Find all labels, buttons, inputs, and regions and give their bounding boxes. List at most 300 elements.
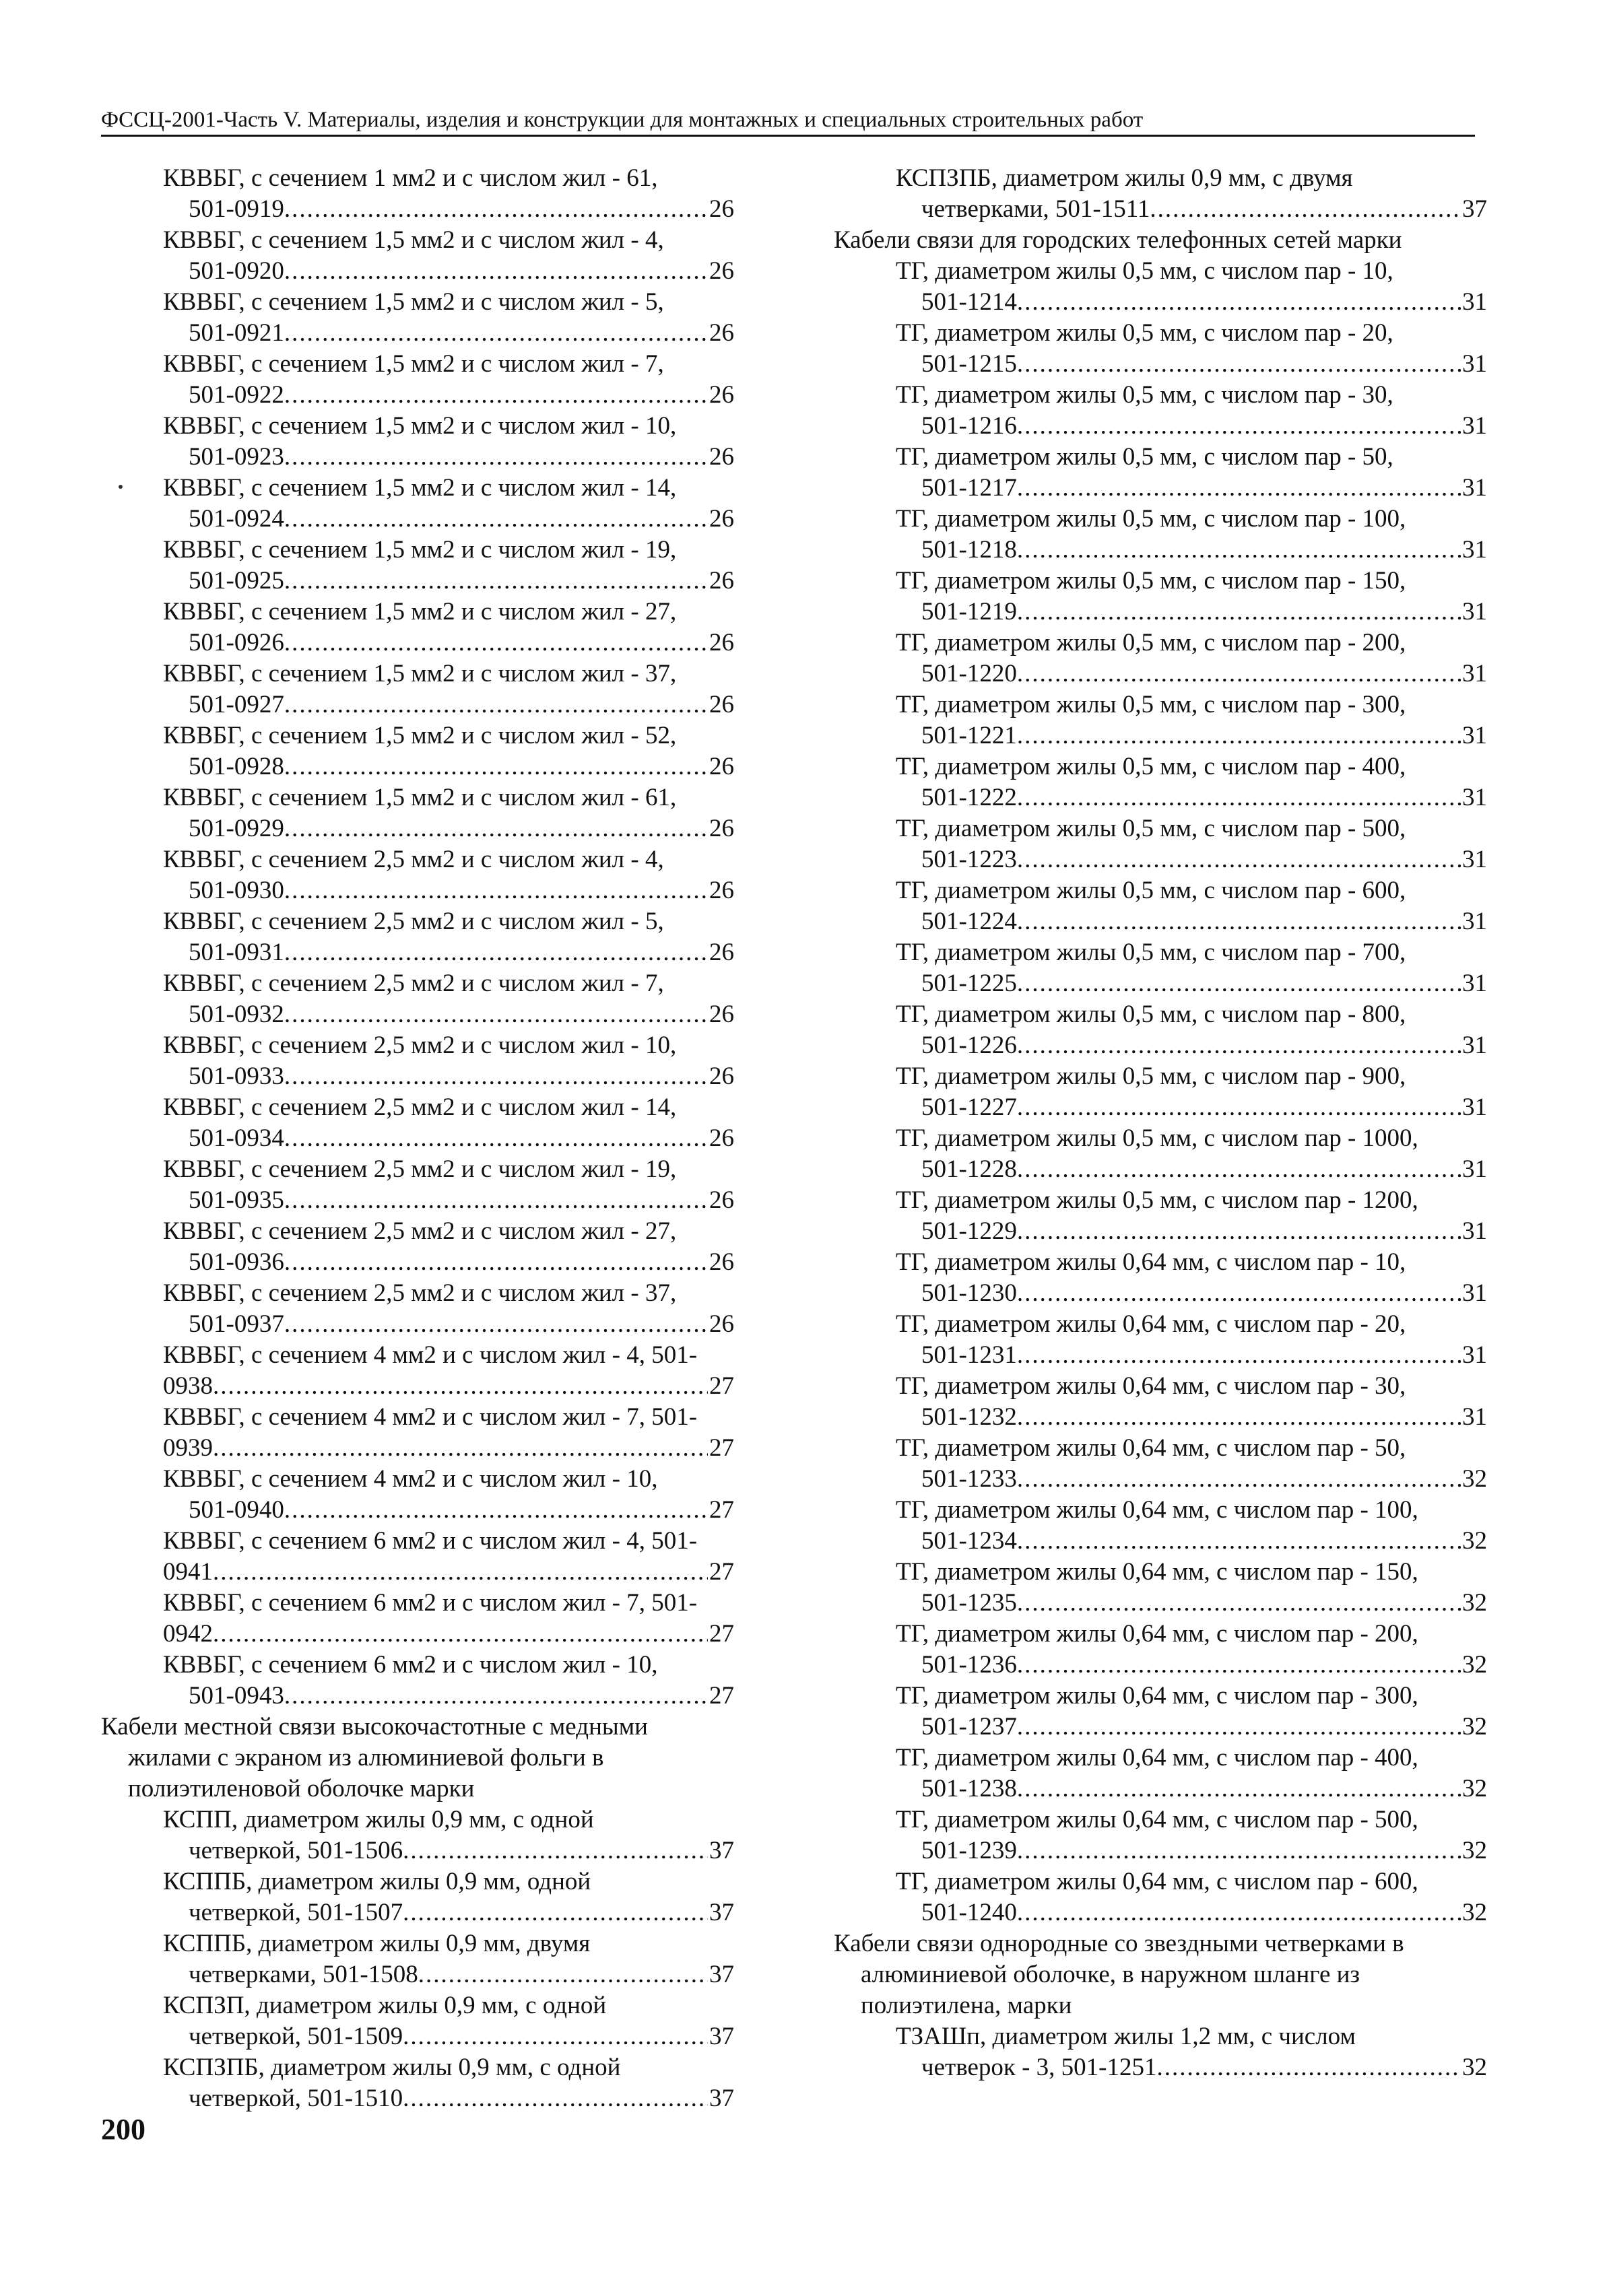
dot-leader xyxy=(284,256,708,287)
index-entry-code xyxy=(834,1216,1487,1247)
entry-text: 501-1224 xyxy=(921,908,1017,935)
dot-leader xyxy=(284,566,708,597)
entry-page: 32 xyxy=(1462,2054,1487,2081)
index-entry-title: КСПЗП, диаметром жилы 0,9 мм, с одной xyxy=(163,1992,607,2019)
entry-page: 27 xyxy=(709,1620,734,1648)
index-entry-title: КВВБГ, с сечением 1,5 мм2 и с числом жил - 37, xyxy=(163,660,677,687)
dot-leader xyxy=(213,1371,708,1402)
index-entry-code xyxy=(101,2083,734,2114)
index-entry-code xyxy=(834,287,1487,318)
dot-leader xyxy=(284,628,708,659)
dot-leader xyxy=(1017,535,1461,566)
dot-leader xyxy=(1017,597,1461,628)
dot-leader xyxy=(284,1247,708,1278)
dot-leader xyxy=(284,1123,708,1154)
entry-text: 501-1217 xyxy=(921,474,1017,502)
entry-text: 501-1223 xyxy=(921,846,1017,873)
index-entry-title: КВВБГ, с сечением 1,5 мм2 и с числом жил - 61, xyxy=(163,784,677,811)
index-entry-title: КВВБГ, с сечением 1,5 мм2 и с числом жил - 19, xyxy=(163,536,677,564)
index-entry-title: ТГ, диаметром жилы 0,64 мм, с числом пар - 300, xyxy=(896,1682,1418,1710)
entry-text: четверкой, 501-1509 xyxy=(189,2023,403,2050)
dot-leader xyxy=(284,689,708,720)
index-entry-code xyxy=(101,2021,734,2052)
entry-text: 501-1231 xyxy=(921,1341,1017,1369)
dot-leader xyxy=(1017,844,1461,875)
dot-leader xyxy=(284,194,708,225)
index-entry-code xyxy=(101,566,734,597)
entry-page: 31 xyxy=(1462,970,1487,997)
index-entry-title: ТГ, диаметром жилы 0,5 мм, с числом пар - 400, xyxy=(896,753,1406,780)
index-entry-title: ТГ, диаметром жилы 0,64 мм, с числом пар - 10, xyxy=(896,1248,1406,1276)
index-entry-title: ТГ, диаметром жилы 0,64 мм, с числом пар - 500, xyxy=(896,1806,1418,1833)
entry-text: 501-0921 xyxy=(189,319,284,347)
dot-leader xyxy=(1150,194,1461,225)
entry-page: 31 xyxy=(1462,1032,1487,1059)
index-entry-code xyxy=(834,411,1487,442)
index-entry-title: КВВБГ, с сечением 1,5 мм2 и с числом жил - 5, xyxy=(163,288,664,316)
index-entry-code xyxy=(101,194,734,225)
index-entry-title: ТГ, диаметром жилы 0,64 мм, с числом пар - 200, xyxy=(896,1620,1418,1648)
entry-page: 27 xyxy=(709,1372,734,1400)
index-section-heading: Кабели связи для городских телефонных сетей марки xyxy=(834,226,1402,254)
entry-page: 26 xyxy=(709,1310,734,1338)
index-entry-title: КВВБГ, с сечением 2,5 мм2 и с числом жил - 27, xyxy=(163,1217,677,1245)
index-entry-title: КСПЗПБ, диаметром жилы 0,9 мм, с двумя xyxy=(896,164,1353,192)
index-entry-code xyxy=(101,937,734,968)
entry-text: 501-0936 xyxy=(189,1248,284,1276)
entry-page: 37 xyxy=(709,1899,734,1926)
entry-text: 501-1219 xyxy=(921,598,1017,626)
index-entry-code xyxy=(101,999,734,1030)
entry-page: 26 xyxy=(709,815,734,842)
index-entry-code xyxy=(101,1371,734,1402)
index-entry-code xyxy=(834,844,1487,875)
dot-leader xyxy=(284,1061,708,1092)
index-entry-title: ТГ, диаметром жилы 0,5 мм, с числом пар - 900, xyxy=(896,1062,1406,1090)
index-entry-code xyxy=(101,1123,734,1154)
entry-text: 501-0920 xyxy=(189,257,284,285)
index-section-heading: полиэтилена, марки xyxy=(861,1992,1072,2019)
entry-text: 501-1214 xyxy=(921,288,1017,316)
dot-leader xyxy=(1017,1030,1461,1061)
entry-text: 501-1228 xyxy=(921,1155,1017,1183)
index-entry-code xyxy=(834,2052,1487,2083)
index-entry-title: КВВБГ, с сечением 2,5 мм2 и с числом жил - 37, xyxy=(163,1279,677,1307)
dot-leader xyxy=(284,813,708,844)
index-entry-code xyxy=(834,1402,1487,1433)
entry-text: 501-0922 xyxy=(189,381,284,409)
index-entry-title: КВВБГ, с сечением 1,5 мм2 и с числом жил - 52, xyxy=(163,722,677,749)
dot-leader xyxy=(1017,1402,1461,1433)
index-entry-title: ТГ, диаметром жилы 0,64 мм, с числом пар - 100, xyxy=(896,1496,1418,1524)
entry-page: 26 xyxy=(709,877,734,904)
entry-text: 501-1236 xyxy=(921,1651,1017,1679)
dot-leader xyxy=(1017,287,1461,318)
dot-leader xyxy=(1017,1712,1461,1743)
dot-leader xyxy=(284,380,708,411)
index-entry-title: КВВБГ, с сечением 1,5 мм2 и с числом жил - 14, xyxy=(163,474,677,502)
index-entry-title: ТГ, диаметром жилы 0,64 мм, с числом пар - 50, xyxy=(896,1434,1406,1462)
index-entry-code xyxy=(101,380,734,411)
entry-text: 501-1232 xyxy=(921,1403,1017,1431)
entry-page: 26 xyxy=(709,1186,734,1214)
index-entry-title: КВВБГ, с сечением 4 мм2 и с числом жил - 10, xyxy=(163,1465,658,1493)
entry-text: 0941 xyxy=(163,1558,213,1586)
index-entry-code xyxy=(101,813,734,844)
entry-text: 501-1229 xyxy=(921,1217,1017,1245)
entry-page: 31 xyxy=(1462,598,1487,626)
entry-page: 31 xyxy=(1462,1155,1487,1183)
index-entry-code xyxy=(834,906,1487,937)
index-entry-title: ТГ, диаметром жилы 0,5 мм, с числом пар - 800, xyxy=(896,1001,1406,1028)
index-entry-title: ТГ, диаметром жилы 0,5 мм, с числом пар - 1200, xyxy=(896,1186,1418,1214)
entry-text: 501-1230 xyxy=(921,1279,1017,1307)
index-entry-title: КВВБГ, с сечением 2,5 мм2 и с числом жил - 5, xyxy=(163,908,664,935)
dot-leader xyxy=(418,1959,708,1990)
index-entry-code xyxy=(101,689,734,720)
index-entry-code xyxy=(101,504,734,535)
entry-page: 31 xyxy=(1462,846,1487,873)
index-entry-title: КСППБ, диаметром жилы 0,9 мм, одной xyxy=(163,1868,591,1895)
index-entry-title: КВВБГ, с сечением 6 мм2 и с числом жил - 4, 501- xyxy=(163,1527,698,1555)
entry-text: 501-1239 xyxy=(921,1837,1017,1864)
index-entry-code xyxy=(101,442,734,473)
entry-page: 26 xyxy=(709,1124,734,1152)
entry-page: 31 xyxy=(1462,722,1487,749)
dot-leader xyxy=(284,318,708,349)
entry-text: 501-0932 xyxy=(189,1001,284,1028)
entry-text: 501-0931 xyxy=(189,939,284,966)
entry-text: 501-1218 xyxy=(921,536,1017,564)
index-entry-code xyxy=(834,194,1487,225)
index-entry-code xyxy=(101,1897,734,1928)
index-entry-title: ТГ, диаметром жилы 0,5 мм, с числом пар - 10, xyxy=(896,257,1393,285)
index-entry-title: КВВБГ, с сечением 6 мм2 и с числом жил - 7, 501- xyxy=(163,1589,698,1617)
entry-page: 31 xyxy=(1462,1217,1487,1245)
entry-page: 32 xyxy=(1462,1589,1487,1617)
entry-page: 31 xyxy=(1462,350,1487,378)
entry-page: 37 xyxy=(709,2023,734,2050)
entry-text: 501-0933 xyxy=(189,1062,284,1090)
index-entry-code xyxy=(101,1433,734,1464)
index-entry-code xyxy=(101,1959,734,1990)
dot-leader xyxy=(213,1619,708,1650)
dot-leader xyxy=(1017,1464,1461,1495)
entry-page: 32 xyxy=(1462,1837,1487,1864)
dot-leader xyxy=(1017,1835,1461,1866)
index-entry-title: ТГ, диаметром жилы 0,64 мм, с числом пар - 600, xyxy=(896,1868,1418,1895)
index-entry-code xyxy=(834,1897,1487,1928)
entry-text: 501-0923 xyxy=(189,443,284,471)
index-entry-code xyxy=(101,1495,734,1526)
dot-leader xyxy=(213,1433,708,1464)
entry-text: четверкой, 501-1506 xyxy=(189,1837,403,1864)
index-entry-title: КВВБГ, с сечением 4 мм2 и с числом жил - 4, 501- xyxy=(163,1341,698,1369)
entry-page: 31 xyxy=(1462,412,1487,440)
index-entry-code xyxy=(101,1619,734,1650)
entry-page: 26 xyxy=(709,505,734,533)
index-entry-code xyxy=(834,1774,1487,1804)
index-entry-code xyxy=(101,1185,734,1216)
index-entry-code xyxy=(834,1650,1487,1681)
entry-text: четверкой, 501-1507 xyxy=(189,1899,403,1926)
index-entry-code xyxy=(834,349,1487,380)
entry-page: 31 xyxy=(1462,1341,1487,1369)
index-entry-code xyxy=(101,256,734,287)
index-entry-code xyxy=(834,782,1487,813)
index-entry-title: полиэтиленовой оболочке марки xyxy=(128,1775,475,1802)
dot-leader xyxy=(403,2083,708,2114)
index-entry-title: ТГ, диаметром жилы 0,5 мм, с числом пар - 20, xyxy=(896,319,1393,347)
dot-leader xyxy=(213,1557,708,1588)
entry-text: 501-0927 xyxy=(189,691,284,718)
index-entry-title: ТГ, диаметром жилы 0,5 мм, с числом пар - 300, xyxy=(896,691,1406,718)
dot-leader xyxy=(284,1185,708,1216)
entry-page: 26 xyxy=(709,567,734,595)
index-entry-title: ТГ, диаметром жилы 0,5 мм, с числом пар - 100, xyxy=(896,505,1406,533)
entry-page: 26 xyxy=(709,257,734,285)
entry-page: 32 xyxy=(1462,1775,1487,1802)
index-entry-title: КСПЗПБ, диаметром жилы 0,9 мм, с одной xyxy=(163,2054,621,2081)
entry-text: 501-0940 xyxy=(189,1496,284,1524)
entry-text: 501-0919 xyxy=(189,195,284,223)
entry-text: 501-1221 xyxy=(921,722,1017,749)
index-entry-code xyxy=(834,1588,1487,1619)
entry-page: 31 xyxy=(1462,784,1487,811)
page-number: 200 xyxy=(101,2113,145,2146)
index-entry-code xyxy=(834,1526,1487,1557)
index-entry-title: ТГ, диаметром жилы 0,5 мм, с числом пар - 1000, xyxy=(896,1124,1418,1152)
index-entry-title: ТГ, диаметром жилы 0,64 мм, с числом пар - 150, xyxy=(896,1558,1418,1586)
index-entry-title: КСППБ, диаметром жилы 0,9 мм, двумя xyxy=(163,1930,591,1957)
entry-page: 32 xyxy=(1462,1651,1487,1679)
entry-page: 31 xyxy=(1462,1279,1487,1307)
dot-leader xyxy=(1017,782,1461,813)
dot-leader xyxy=(1017,659,1461,689)
entry-text: 501-1216 xyxy=(921,412,1017,440)
entry-text: 501-0929 xyxy=(189,815,284,842)
index-entry-code xyxy=(834,1278,1487,1309)
entry-page: 37 xyxy=(709,2085,734,2112)
index-entry-code xyxy=(101,1061,734,1092)
dot-leader xyxy=(284,751,708,782)
entry-page: 26 xyxy=(709,939,734,966)
index-entry-title: ТГ, диаметром жилы 0,5 мм, с числом пар - 50, xyxy=(896,443,1393,471)
entry-page: 32 xyxy=(1462,1465,1487,1493)
entry-page: 26 xyxy=(709,381,734,409)
entry-text: четверкой, 501-1510 xyxy=(189,2085,403,2112)
index-column-left xyxy=(101,163,734,2114)
index-column-right xyxy=(834,163,1487,2083)
dot-leader xyxy=(1017,1650,1461,1681)
entry-page: 37 xyxy=(709,1837,734,1864)
index-entry-title: КСПП, диаметром жилы 0,9 мм, с одной xyxy=(163,1806,594,1833)
index-entry-title: КВВБГ, с сечением 2,5 мм2 и с числом жил - 14, xyxy=(163,1093,677,1121)
entry-page: 32 xyxy=(1462,1527,1487,1555)
index-entry-title: ТГ, диаметром жилы 0,5 мм, с числом пар - 500, xyxy=(896,815,1406,842)
dot-leader xyxy=(1017,411,1461,442)
dot-leader xyxy=(1017,1588,1461,1619)
index-entry-title: ТГ, диаметром жилы 0,64 мм, с числом пар - 400, xyxy=(896,1744,1418,1771)
dot-leader xyxy=(1017,1526,1461,1557)
entry-page: 31 xyxy=(1462,1403,1487,1431)
dot-leader xyxy=(1017,720,1461,751)
index-entry-title: жилами с экраном из алюминиевой фольги в xyxy=(128,1744,604,1771)
entry-page: 26 xyxy=(709,1062,734,1090)
dot-leader xyxy=(403,2021,708,2052)
entry-page: 32 xyxy=(1462,1713,1487,1741)
index-entry-code xyxy=(834,659,1487,689)
dot-leader xyxy=(284,442,708,473)
dot-leader xyxy=(1017,1774,1461,1804)
entry-page: 37 xyxy=(709,1961,734,1988)
dot-leader xyxy=(1017,1092,1461,1123)
entry-page: 31 xyxy=(1462,908,1487,935)
entry-page: 26 xyxy=(709,753,734,780)
dot-leader xyxy=(1017,1216,1461,1247)
entry-text: 501-1234 xyxy=(921,1527,1017,1555)
entry-text: 501-1225 xyxy=(921,970,1017,997)
dot-leader xyxy=(284,504,708,535)
index-entry-title: КВВБГ, с сечением 1,5 мм2 и с числом жил - 7, xyxy=(163,350,664,378)
dot-leader xyxy=(1017,968,1461,999)
index-entry-code xyxy=(834,968,1487,999)
index-entry-code xyxy=(834,1154,1487,1185)
index-entry-code xyxy=(834,1712,1487,1743)
index-entry-title: ТГ, диаметром жилы 0,5 мм, с числом пар - 150, xyxy=(896,567,1406,595)
index-entry-code xyxy=(834,720,1487,751)
entry-page: 27 xyxy=(709,1496,734,1524)
dot-leader xyxy=(1017,906,1461,937)
index-entry-title: ТЗАШп, диаметром жилы 1,2 мм, с числом xyxy=(896,2023,1356,2050)
index-entry-title: КВВБГ, с сечением 1,5 мм2 и с числом жил - 10, xyxy=(163,412,677,440)
index-section-heading: Кабели связи однородные со звездными четверками в xyxy=(834,1930,1404,1957)
entry-text: 501-1238 xyxy=(921,1775,1017,1802)
running-header: ФССЦ-2001-Часть V. Материалы, изделия и конструкции для монтажных и специальных строительных работ xyxy=(101,106,1475,137)
entry-text: 501-0925 xyxy=(189,567,284,595)
index-entry-title: ТГ, диаметром жилы 0,5 мм, с числом пар - 200, xyxy=(896,629,1406,656)
index-entry-title: КВВБГ, с сечением 2,5 мм2 и с числом жил - 19, xyxy=(163,1155,677,1183)
entry-text: 501-1227 xyxy=(921,1093,1017,1121)
index-section-heading: Кабели местной связи высокочастотные с медными xyxy=(101,1713,648,1741)
entry-text: 501-0926 xyxy=(189,629,284,656)
entry-page: 26 xyxy=(709,1001,734,1028)
entry-text: 501-0937 xyxy=(189,1310,284,1338)
dot-leader xyxy=(1017,1154,1461,1185)
dot-leader xyxy=(284,999,708,1030)
index-entry-code xyxy=(101,1557,734,1588)
index-entry-code xyxy=(834,535,1487,566)
entry-page: 31 xyxy=(1462,1093,1487,1121)
entry-text: 501-0934 xyxy=(189,1124,284,1152)
entry-text: 501-0935 xyxy=(189,1186,284,1214)
entry-page: 27 xyxy=(709,1682,734,1710)
entry-page: 26 xyxy=(709,691,734,718)
dot-leader xyxy=(284,1309,708,1340)
index-entry-title: КВВБГ, с сечением 6 мм2 и с числом жил - 10, xyxy=(163,1651,658,1679)
dot-leader xyxy=(1017,473,1461,504)
entry-page: 32 xyxy=(1462,1899,1487,1926)
index-entry-title: ТГ, диаметром жилы 0,64 мм, с числом пар - 30, xyxy=(896,1372,1406,1400)
entry-page: 31 xyxy=(1462,536,1487,564)
entry-page: 27 xyxy=(709,1558,734,1586)
entry-page: 26 xyxy=(709,195,734,223)
dot-leader xyxy=(403,1897,708,1928)
dot-leader xyxy=(284,1681,708,1712)
index-entry-title: КВВБГ, с сечением 1,5 мм2 и с числом жил - 27, xyxy=(163,598,677,626)
dot-leader xyxy=(1017,349,1461,380)
index-entry-title: ТГ, диаметром жилы 0,64 мм, с числом пар - 20, xyxy=(896,1310,1406,1338)
index-entry-code xyxy=(101,1309,734,1340)
index-entry-code xyxy=(101,1835,734,1866)
index-entry-code xyxy=(101,1681,734,1712)
dot-leader xyxy=(284,937,708,968)
entry-page: 26 xyxy=(709,1248,734,1276)
index-entry-code xyxy=(834,1464,1487,1495)
entry-text: 501-0943 xyxy=(189,1682,284,1710)
entry-text: четверок - 3, 501-1251 xyxy=(921,2054,1157,2081)
index-entry-title: КВВБГ, с сечением 4 мм2 и с числом жил - 7, 501- xyxy=(163,1403,698,1431)
entry-page: 26 xyxy=(709,629,734,656)
index-entry-title: ТГ, диаметром жилы 0,5 мм, с числом пар - 700, xyxy=(896,939,1406,966)
index-entry-code xyxy=(834,1030,1487,1061)
dot-leader xyxy=(1157,2052,1461,2083)
entry-text: четверками, 501-1511 xyxy=(921,195,1150,223)
entry-text: 501-1222 xyxy=(921,784,1017,811)
entry-page: 26 xyxy=(709,319,734,347)
index-entry-title: КВВБГ, с сечением 2,5 мм2 и с числом жил - 10, xyxy=(163,1032,677,1059)
dot-leader xyxy=(403,1835,708,1866)
dot-leader xyxy=(284,875,708,906)
index-entry-code xyxy=(834,1092,1487,1123)
entry-page: 31 xyxy=(1462,288,1487,316)
entry-text: 501-1215 xyxy=(921,350,1017,378)
entry-text: 501-1240 xyxy=(921,1899,1017,1926)
dot-leader xyxy=(1017,1897,1461,1928)
entry-text: 501-0930 xyxy=(189,877,284,904)
entry-page: 31 xyxy=(1462,660,1487,687)
index-entry-code xyxy=(101,318,734,349)
entry-text: 501-1235 xyxy=(921,1589,1017,1617)
entry-page: 27 xyxy=(709,1434,734,1462)
dot-leader xyxy=(1017,1278,1461,1309)
index-entry-code xyxy=(101,875,734,906)
index-entry-code xyxy=(834,1340,1487,1371)
index-entry-code xyxy=(101,751,734,782)
entry-page: 26 xyxy=(709,443,734,471)
dot-leader xyxy=(1017,1340,1461,1371)
index-entry-title: КВВБГ, с сечением 1 мм2 и с числом жил - 61, xyxy=(163,164,658,192)
index-entry-code xyxy=(834,597,1487,628)
entry-text: 501-0924 xyxy=(189,505,284,533)
entry-text: 0939 xyxy=(163,1434,213,1462)
index-entry-title: КВВБГ, с сечением 2,5 мм2 и с числом жил - 7, xyxy=(163,970,664,997)
entry-text: 0942 xyxy=(163,1620,213,1648)
index-entry-code xyxy=(834,473,1487,504)
dot-leader xyxy=(284,1495,708,1526)
index-entry-code xyxy=(834,1835,1487,1866)
entry-text: 0938 xyxy=(163,1372,213,1400)
entry-text: 501-1226 xyxy=(921,1032,1017,1059)
index-entry-code xyxy=(101,1247,734,1278)
entry-text: 501-1220 xyxy=(921,660,1017,687)
index-entry-title: ТГ, диаметром жилы 0,5 мм, с числом пар - 30, xyxy=(896,381,1393,409)
index-entry-title: КВВБГ, с сечением 2,5 мм2 и с числом жил - 4, xyxy=(163,846,664,873)
entry-text: 501-1233 xyxy=(921,1465,1017,1493)
entry-text: 501-1237 xyxy=(921,1713,1017,1741)
index-entry-code xyxy=(101,628,734,659)
index-section-heading: алюминиевой оболочке, в наружном шланге из xyxy=(861,1961,1360,1988)
